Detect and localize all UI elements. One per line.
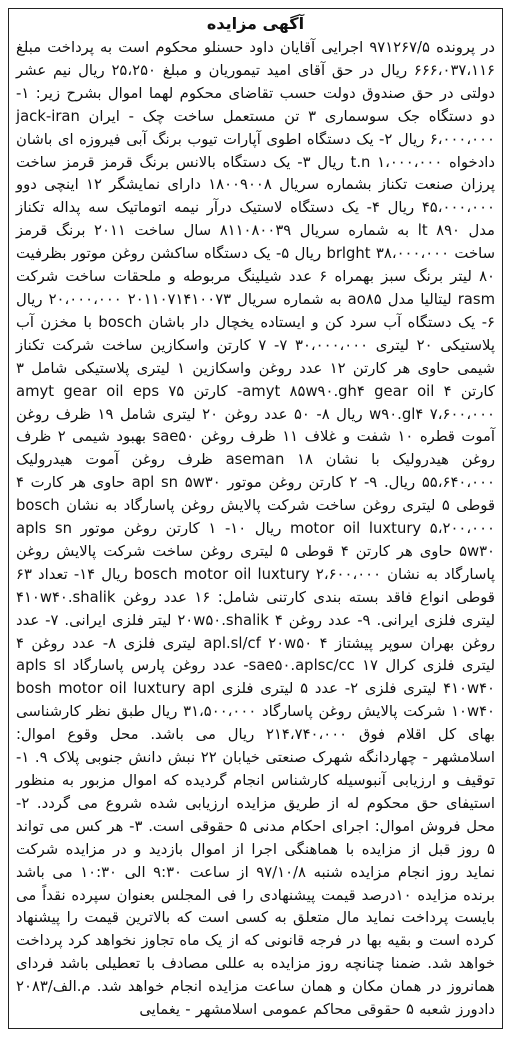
auction-notice — [8, 8, 503, 1029]
notice-body: در پرونده ۹۷۱۲۶۷/۵ اجرایی آقایان داود حسنلو محکوم است به پرداخت مبلغ ۶۶۶،۰۳۷،۱۱۶ ریال در حق آقای امید تیموریان و مبلغ ۲۵،۲۵۰ ریال نیم عشر دولتی در حق صندوق دولت حسب تقاضای محکوم لهما اموال بشرح زیر: ۱- دو دستگاه جک سوسماری ۳ تن مستعمل ساخت چک - ایران jack-iran ۶،۰۰۰،۰۰۰ ریال ۲- یک دستگاه اطوی آپارات تیوب برنگ آبی فیروزه ای باشان دادخواه t.n ۱،۰۰۰،۰۰۰ ریال ۳- یک دستگاه بالانس برنگ قرمز قرمز ساخت پرزان صنعت تکناز بشماره سریال ۱۸۰۰۹۰۰۸ دارای نمایشگر ۱۲ اینچی دوو ۴۵،۰۰۰،۰۰۰ ریال ۴- یک دستگاه لاستیک درآر نیمه اتوماتیک سه پداله تکناز مدل lt ۸۹۰ به شماره سریال ۸۱۱۰۸۰۰۳۹ سال ساخت ۲۰۱۱ برنگ قرمز ساخت brlght ۳۸،۰۰۰،۰۰۰ ریال ۵- یک دستگاه ساکشن روغن موتور بظرفیت ۸۰ لیتر برنگ سبز بهمراه ۶ عدد شیلینگ مربوطه و ملحقات ساخت شرکت rasm لیتالیا مدل ao۸۵ به شماره سریال ۲۰۱۱۰۷۱۴۱۰۰۷۳ ۲۰،۰۰۰،۰۰۰ ریال ۶- یک دستگاه آب سرد کن و ایستاده یخچال دار باشان bosch با مخزن آب پلاستیکی ۲۰ لیتری ۳۰،۰۰۰،۰۰۰ ۷- ۷ کارتن واسکازین ساخت شرکت تکناز شیمی حاوی هر کارتن ۱۲ عدد روغن واسکازین ۱ لیتری پلاستیکی شامل ۳ کارتن amyt ۸۵w۹۰.gh۴ gear oil ۴- کارتن amyt gear oil eps ۷۵ w۹۰.gl۴ ۷،۶۰۰،۰۰۰ ریال ۸- ۵۰ عدد روغن ۲۰ لیتری شامل ۱۹ ظرف روغن آموت قطره ۱۰ شفت و غلاف ۱۱ ظرف روغن sae۵۰ بهبود شیمی ۲ ظرف روغن هیدرولیک با نشان aseman ۱۸ ظرف روغن آموت هیدرولیک ۵۵،۶۴۰،۰۰۰ ریال. ۹- ۲ کارتن روغن موتور apl sn ۵w۳۰ حاوی هر کارت ۴ قوطی ۵ لیتری روغن ساخت شرکت پالایش روغن پاسارگاد به نشان bosch motor oil luxtury ۵،۲۰۰،۰۰۰ ریال ۱۰- ۱ کارتن روغن موتور apls sn ۵w۳۰ حاوی هر کارتن ۴ قوطی ۵ لیتری روغن ساخت شرکت پالایش روغن پاسارگاد به نشان bosch motor oil luxtury ۲،۶۰۰،۰۰۰ ریال ۱۴- تعداد ۶۳ قوطی انواع فاقد بسته بندی کارتنی شامل: ۱۶ عدد روغن ۴۱۰w۴۰.shalik لیتری فلزی ایرانی. ۹- عدد روغن ۲۰w۵۰.shalik ۴ لیتر فلزی ایرانی. ۷- عدد روغن بهران سوپر پیشتاز apl.sl/cf ۲۰w۵۰ ۴ لیتری فلزی ۸- عدد روغن ۴ لیتری فلزی کرال sae۵۰.aplsc/cc ۱۷- عدد روغن پارس پاسارگاد apls sl ۴۱۰w۴۰ لیتری فلزی ۲- عدد ۵ لیتری فلزی bosh motor oil luxtury apl ۱۰w۴۰ شرکت پالایش روغن پاسارگاد ۳۱،۵۰۰،۰۰۰ ریال طبق نظر کارشناسی بهای کل اقلام فوق ۲۱۴،۷۴۰،۰۰۰ ریال می باشد. محل وقوع اموال: اسلامشهر - چهاردانگه شهرک صنعتی خیابان ۲۲ نبش دانش جنوبی پلاک ۹. ۱- توقیف و ارزیابی آنبوسیله کارشناس انجام گردیده که اموال مزبور به منظور استیفای حق محکوم له از طریق مزایده ارزیابی شده شروع می گردد. ۲- محل فروش اموال: اجرای احکام مدنی ۵ حقوقی است. ۳- هر کس می تواند ۵ روز قبل از مزایده با هماهنگی اجرا از اموال بازدید و در مزایده شرکت نماید روز انجام مزایده شنبه ۹۷/۱۰/۸ از ساعت ۹:۳۰ الی ۱۰:۳۰ می باشد برنده مزایده ۱۰درصد قیمت پیشنهادی را فی المجلس بعنوان سپرده نقداً می بایست پرداخت نماید مال متعلق به کسی است که بالاترین قیمت را پیشنهاد کرده است و بقیه بها در فرجه قانونی که از یک ماه تجاوز نخواهد کرد پرداخت خواهد شد. ضمنا چنانچه روز مزایده به عللی مصادف با تعطیلی باشد فردای همانروز در همان مکان و همان ساعت مزایده انجام خواهد شد. م.الف/۲۰۸۳ دادورز شعبه ۵ حقوقی محاکم عمومی اسلامشهر - یغمایی — [16, 39, 496, 1019]
notice-title: آگهی مزایده — [206, 14, 305, 33]
